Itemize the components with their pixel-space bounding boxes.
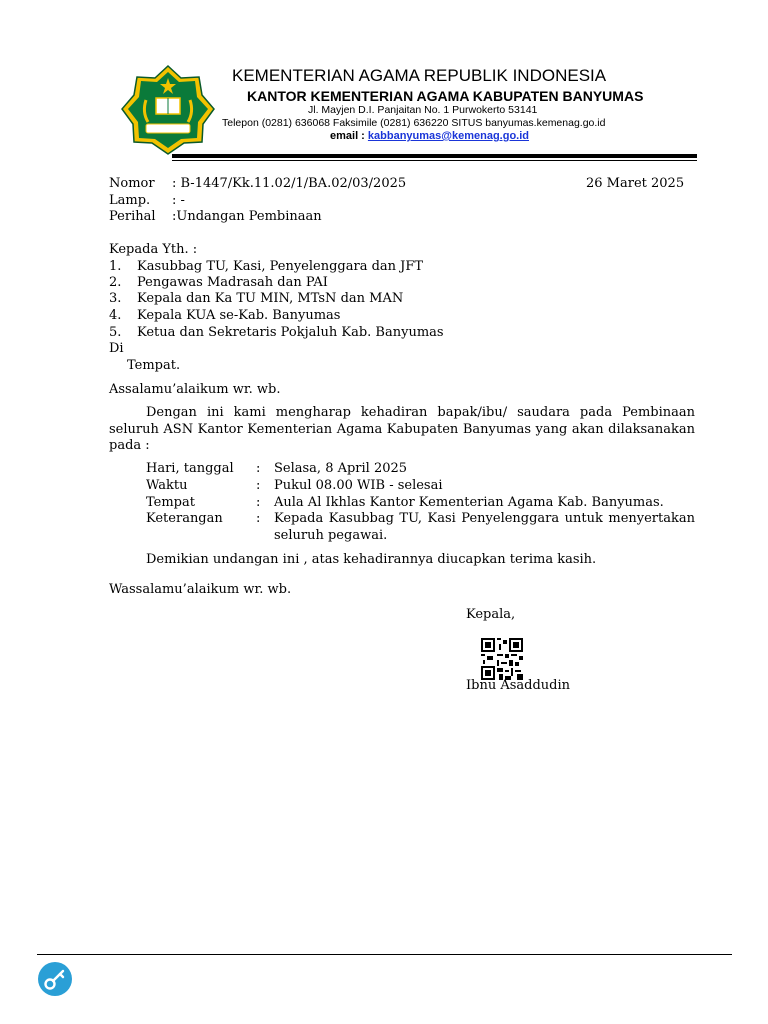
recipient-di: Di	[109, 341, 124, 356]
signatory-name: Ibnu Asaddudin	[466, 678, 571, 693]
detail-label-time: Waktu	[146, 478, 188, 493]
letterhead-rule-thick	[172, 154, 697, 158]
recipient-place: Tempat.	[127, 358, 181, 373]
office-address: Jl. Mayjen D.I. Panjaitan No. 1 Purwokerto 53141	[308, 104, 538, 116]
office-email-line	[330, 130, 529, 142]
qr-code-icon	[481, 638, 523, 680]
nomor-value: : B-1447/Kk.11.02/1/BA.02/03/2025	[172, 176, 407, 191]
letter-date: 26 Maret 2025	[586, 176, 685, 191]
lamp-value: : -	[172, 193, 185, 208]
office-title: KANTOR KEMENTERIAN AGAMA KABUPATEN BANYUMAS	[247, 88, 644, 104]
key-icon	[38, 962, 72, 996]
detail-colon: :	[256, 495, 261, 510]
recipient-number: 5.	[109, 325, 122, 340]
detail-colon: :	[256, 478, 261, 493]
detail-label-place: Tempat	[146, 495, 195, 510]
recipient-number: 1.	[109, 259, 122, 274]
recipient-item: Kepala dan Ka TU MIN, MTsN dan MAN	[137, 291, 404, 306]
intro-paragraph: Dengan ini kami mengharap kehadiran bapak/ibu/ saudara pada Pembinaan seluruh ASN Kantor Kementerian Agama Kabupaten Banyumas yang akan dilaksanakan pada :	[109, 405, 695, 453]
detail-value-note: Kepada Kasubbag TU, Kasi Penyelenggara untuk menyertakan seluruh pegawai.	[274, 511, 695, 543]
email-link[interactable]: kabbanyumas@kemenag.go.id	[367, 130, 530, 142]
recipients-heading: Kepada Yth. :	[109, 242, 198, 257]
recipient-number: 4.	[109, 308, 122, 323]
office-contact: Telepon (0281) 636068 Faksimile (0281) 636220 SITUS banyumas.kemenag.go.id	[222, 117, 606, 129]
email-label: email :	[330, 130, 368, 142]
perihal-value: :Undangan Pembinaan	[172, 209, 322, 224]
recipient-number: 3.	[109, 291, 122, 306]
signature-position: Kepala,	[466, 607, 516, 622]
footer-rule	[37, 954, 732, 955]
detail-value-time: Pukul 08.00 WIB - selesai	[274, 478, 443, 493]
recipient-item: Kepala KUA se-Kab. Banyumas	[137, 308, 341, 323]
letterhead-rule-thin	[172, 160, 697, 161]
detail-value-day: Selasa, 8 April 2025	[274, 461, 408, 476]
detail-colon: :	[256, 461, 261, 476]
detail-label-day: Hari, tanggal	[146, 461, 234, 476]
greeting: Assalamu’alaikum wr. wb.	[109, 382, 281, 397]
letterhead	[0, 0, 768, 165]
perihal-label: Perihal	[109, 209, 156, 224]
farewell: Wassalamu’alaikum wr. wb.	[109, 582, 292, 597]
ministry-title: KEMENTERIAN AGAMA REPUBLIK INDONESIA	[232, 66, 607, 85]
kemenag-emblem-icon	[120, 64, 216, 156]
detail-label-note: Keterangan	[146, 511, 223, 526]
recipient-number: 2.	[109, 275, 122, 290]
recipient-item: Pengawas Madrasah dan PAI	[137, 275, 328, 290]
recipient-item: Kasubbag TU, Kasi, Penyelenggara dan JFT	[137, 259, 424, 274]
viewer-logo-icon[interactable]	[38, 962, 72, 996]
lamp-label: Lamp.	[109, 193, 151, 208]
detail-colon: :	[256, 511, 261, 526]
nomor-label: Nomor	[109, 176, 155, 191]
detail-value-place: Aula Al Ikhlas Kantor Kementerian Agama Kab. Banyumas.	[274, 495, 664, 510]
recipient-item: Ketua dan Sekretaris Pokjaluh Kab. Banyumas	[137, 325, 444, 340]
closing-paragraph: Demikian undangan ini , atas kehadirannya diucapkan terima kasih.	[146, 552, 597, 567]
